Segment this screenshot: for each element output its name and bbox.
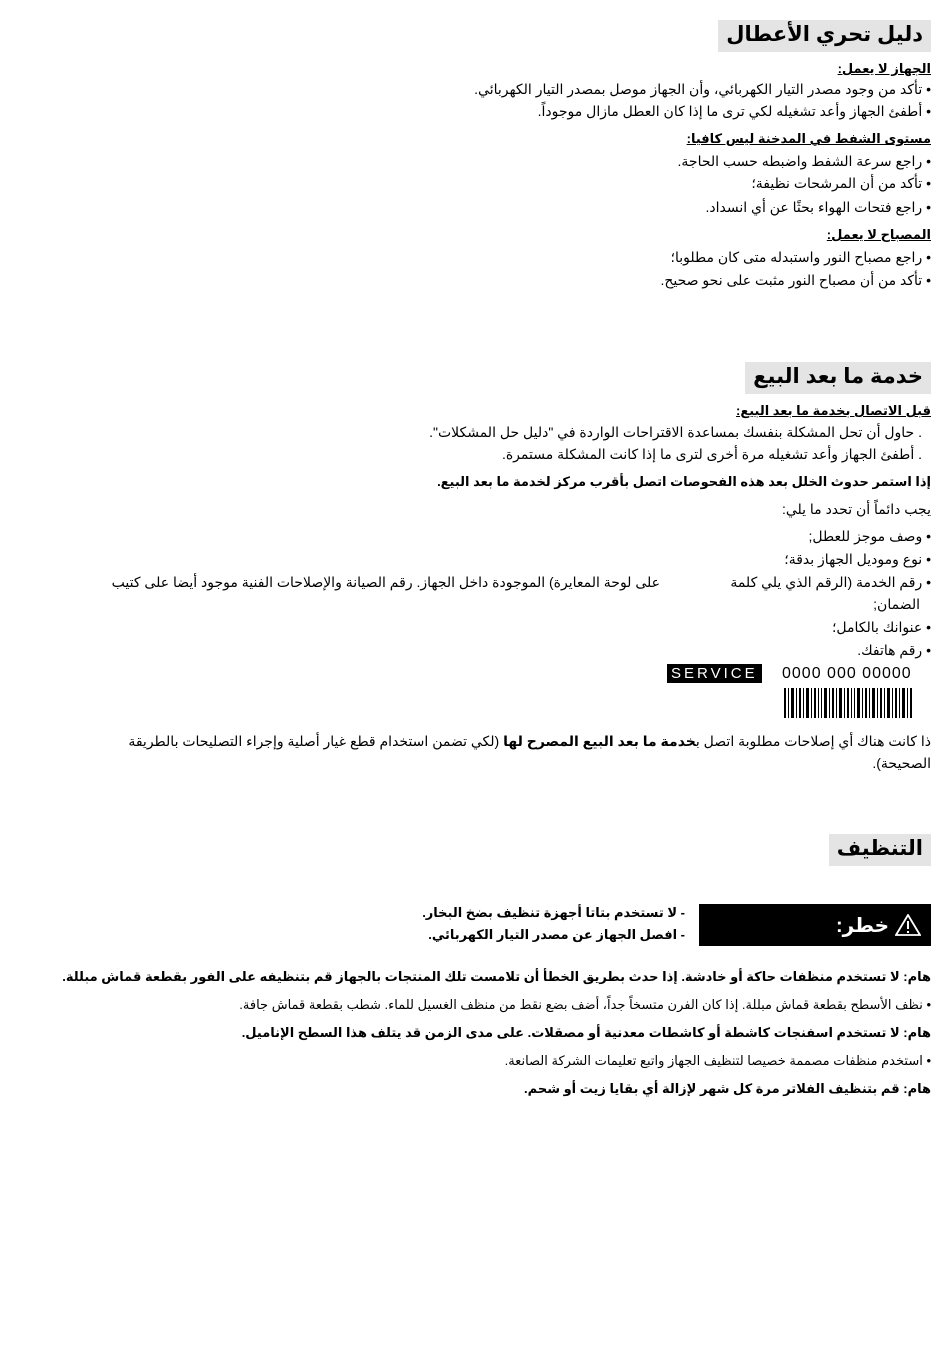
repairs-text-bold: خدمة ما بعد البيع المصرح لها	[503, 733, 696, 749]
danger-item: - افصل الجهاز عن مصدر التيار الكهربائي.	[428, 927, 685, 942]
repairs-text-b: (لكي تضمن استخدام قطع غيار أصلية وإجراء التصليحات بالطريقة	[128, 733, 504, 749]
list-item: • راجع سرعة الشفط واضبطه حسب الحاجة.	[677, 153, 931, 169]
list-item: • راجع فتحات الهواء بحثًا عن أي انسداد.	[705, 199, 931, 215]
barcode-icon	[784, 688, 912, 718]
danger-item: - لا تستخدم بتاتا أجهزة تنظيف بضخ البخار.	[422, 905, 685, 920]
list-item: . حاول أن تحل المشكلة بنفسك بمساعدة الاقتراحات الواردة في "دليل حل المشكلات".	[429, 424, 922, 440]
list-item: • راجع مصباح النور واستبدله متى كان مطلوبا؛	[670, 249, 931, 265]
list-item: • أطفئ الجهاز وأعد تشغيله لكي ترى ما إذا كان العطل مازال موجوداً.	[537, 103, 931, 119]
danger-box	[699, 904, 931, 946]
troubleshooting-heading-suction: مستوى الشفط في المدخنة ليس كافيا:	[686, 131, 931, 146]
repairs-text-c: الصحيحة).	[872, 755, 931, 771]
list-item-continued: على لوحة المعايرة) الموجودة داخل الجهاز. رقم الصيانة والإصلاحات الفنية موجود أيضا على كتيب	[111, 574, 660, 590]
list-item-continued: الضمان;	[873, 596, 920, 612]
service-label: SERVICE	[667, 664, 762, 683]
always-specify-text: يجب دائماً أن تحدد ما يلي:	[781, 501, 931, 517]
list-item: • تأكد من وجود مصدر التيار الكهربائي، وأن الجهاز موصل بمصدر التيار الكهربائي.	[474, 81, 931, 97]
list-item: . أطفئ الجهاز وأعد تشغيله مرة أخرى لترى ما إذا كانت المشكلة مستمرة.	[501, 446, 922, 462]
repairs-text-a: ذا كانت هناك أي إصلاحات مطلوبة اتصل ب	[695, 733, 931, 749]
important-note-2: هام: لا تستخدم اسفنجات كاشطة أو كاشطات معدنية أو مصقلات. على مدى الزمن قد يتلف هذا السطح الإناميل.	[241, 1025, 931, 1040]
after-sales-before-heading: قبل الاتصال بخدمة ما بعد البيع:	[736, 403, 931, 418]
service-code: 0000 000 00000	[782, 665, 912, 682]
cleaning-note-1: • نظف الأسطح بقطعة قماش مبللة. إذا كان الفرن متسخاً جداً، أضف بضع نقط من منظف الغسيل للماء. شطب بقطعة قماش جافة.	[239, 997, 931, 1012]
important-note-1: هام: لا تستخدم منظفات حاكة أو خادشة. إذا حدث بطريق الخطأ أن تلامست تلك المنتجات بالجهاز قم بتنظيفه على الفور بقطعة قماش مبللة.	[62, 969, 931, 984]
troubleshooting-heading-lamp: المصباح لا يعمل:	[826, 227, 931, 242]
repairs-paragraph	[71, 730, 931, 774]
list-item: • رقم هاتفك.	[857, 642, 931, 658]
troubleshooting-heading-not-working: الجهاز لا يعمل:	[837, 61, 931, 76]
danger-label: خطر:	[836, 914, 889, 937]
list-item: • تأكد من أن المرشحات نظيفة؛	[751, 175, 931, 191]
after-sales-title: خدمة ما بعد البيع	[745, 362, 931, 394]
cleaning-title: التنظيف	[829, 834, 931, 866]
list-item: • وصف موجز للعطل;	[808, 528, 931, 544]
troubleshooting-title: دليل تحري الأعطال	[718, 20, 931, 52]
important-note-3: هام: قم بتنظيف الفلاتر مرة كل شهر لإزالة أي بقايا زيت أو شحم.	[524, 1081, 931, 1096]
list-item: • رقم الخدمة (الرقم الذي يلي كلمة	[730, 574, 931, 590]
persist-note: إذا استمر حدوث الخلل بعد هذه الفحوصات اتصل بأقرب مركز لخدمة ما بعد البيع.	[437, 474, 931, 489]
cleaning-note-2: • استخدم منظفات مصممة خصيصا لتنظيف الجهاز واتبع تعليمات الشركة الصانعة.	[504, 1053, 931, 1068]
list-item: • نوع وموديل الجهاز بدقة؛	[784, 551, 931, 567]
list-item: • تأكد من أن مصباح النور مثبت على نحو صحيح.	[660, 272, 931, 288]
list-item: • عنوانك بالكامل؛	[831, 619, 931, 635]
warning-triangle-icon	[895, 914, 921, 936]
